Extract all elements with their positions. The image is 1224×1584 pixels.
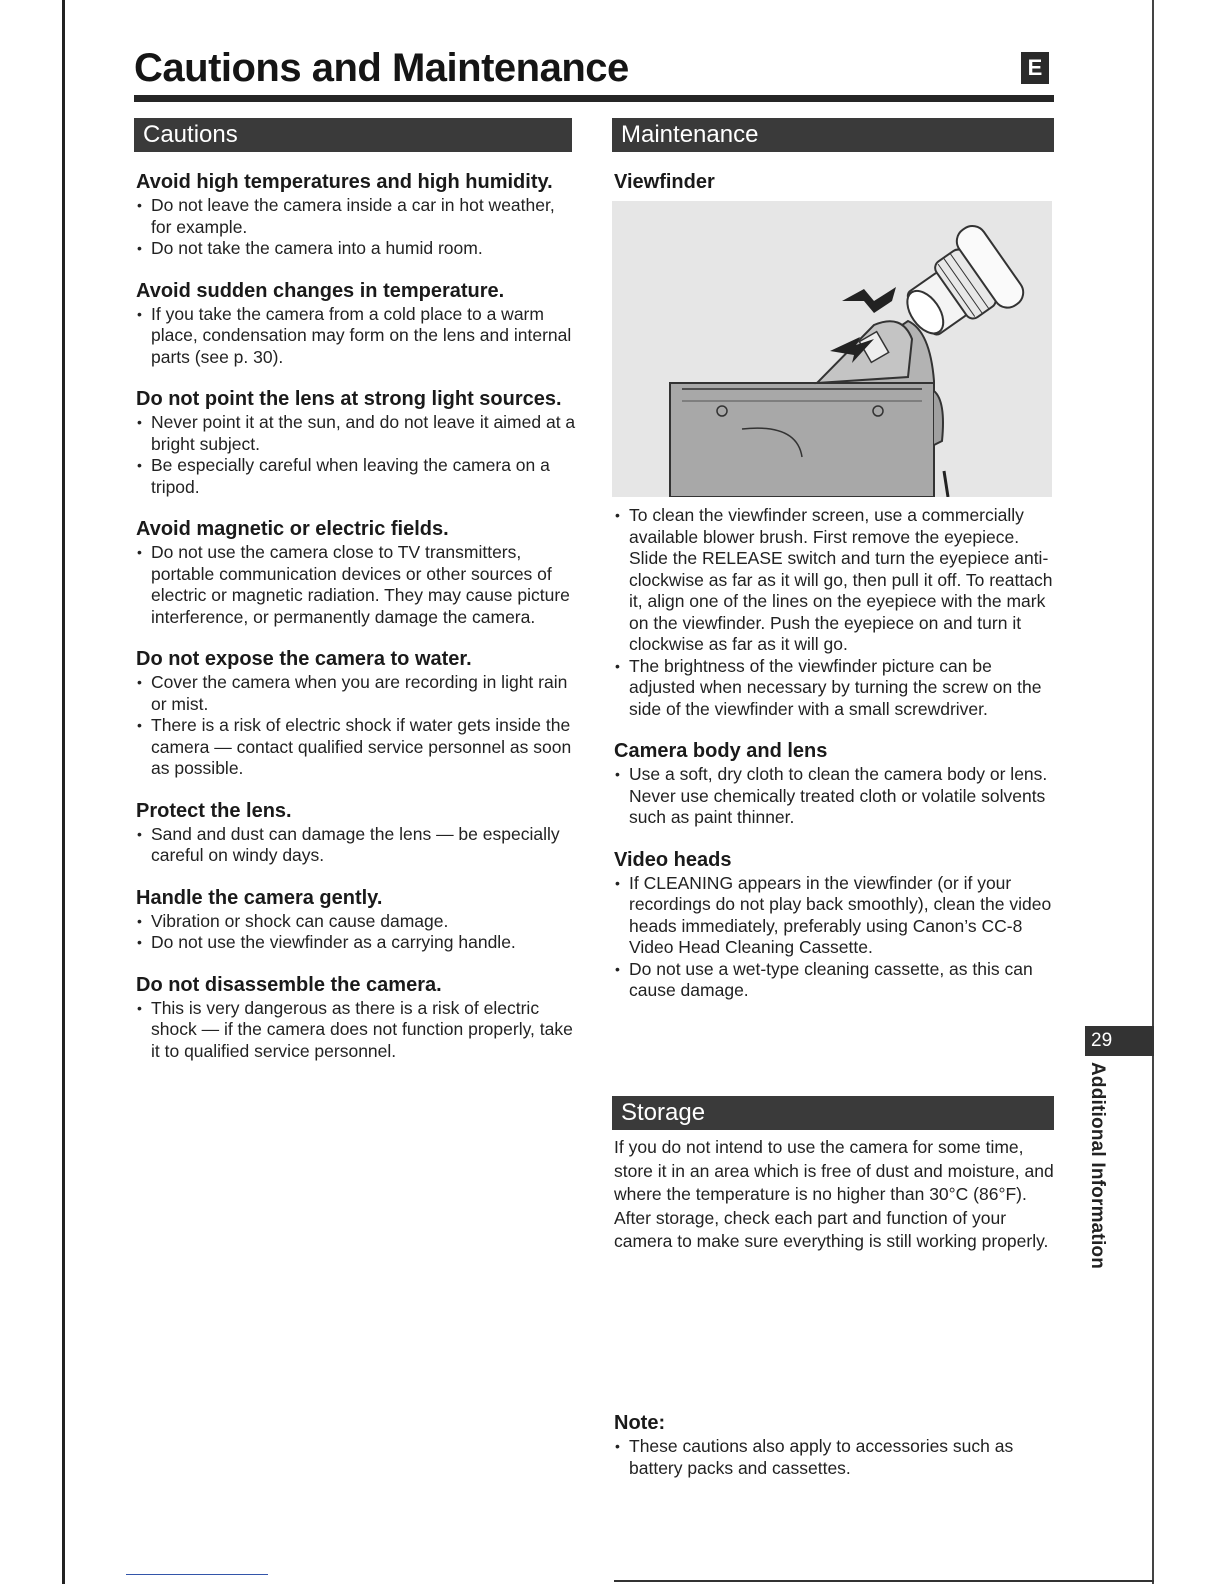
caution-bullets bbox=[136, 195, 576, 260]
viewfinder-bullets bbox=[614, 505, 1056, 720]
camera-body-heading: Camera body and lens bbox=[614, 740, 828, 762]
viewfinder-heading: Viewfinder bbox=[614, 171, 715, 193]
caution-item bbox=[136, 972, 576, 1063]
language-badge: E bbox=[1021, 52, 1049, 84]
caution-heading: Avoid high temperatures and high humidity. bbox=[136, 171, 553, 193]
storage-section-header: Storage bbox=[612, 1096, 1054, 1130]
caution-bullets bbox=[136, 412, 576, 498]
bullet-item: • If CLEANING appears in the viewfinder (or if your recordings do not play back smoothly), clean the video heads immediately, preferably using Canon’s CC-8 Video Head Cleaning Cassette. bbox=[614, 873, 1056, 959]
viewfinder-drawing bbox=[612, 201, 1052, 497]
maintenance-section-header: Maintenance bbox=[612, 118, 1054, 152]
caution-item bbox=[136, 798, 576, 867]
page-edge-rule bbox=[1152, 0, 1154, 1584]
bullet-item: • Do not use the camera close to TV transmitters, portable communication devices or other sources of electric or magnetic radiation. They may cause picture interference, or permanently damage the camera. bbox=[136, 542, 576, 628]
caution-bullets bbox=[136, 824, 576, 867]
video-heads-heading: Video heads bbox=[614, 848, 732, 871]
bullet-item: • Do not use the viewfinder as a carrying handle. bbox=[136, 932, 576, 954]
bullet-item: • The brightness of the viewfinder picture can be adjusted when necessary by turning the screw on the side of the viewfinder with a small screwdriver. bbox=[614, 656, 1056, 721]
bullet-item: • If you take the camera from a cold place to a warm place, condensation may form on the lens and internal parts (see p. 30). bbox=[136, 304, 576, 369]
caution-item bbox=[136, 386, 576, 498]
caution-heading: Protect the lens. bbox=[136, 799, 292, 822]
storage-paragraph: After storage, check each part and function of your camera to make sure everything is still working properly. bbox=[614, 1207, 1049, 1251]
bottom-rule-right bbox=[614, 1580, 1154, 1582]
video-heads-block bbox=[614, 847, 1056, 1002]
caution-bullets bbox=[136, 304, 576, 369]
bullet-item: • This is very dangerous as there is a risk of electric shock — if the camera does not function properly, take it to qualified service personnel. bbox=[136, 998, 576, 1063]
maintenance-column bbox=[614, 169, 1056, 1002]
bullet-item: • Do not leave the camera inside a car in hot weather, for example. bbox=[136, 195, 576, 238]
cautions-section-header: Cautions bbox=[134, 118, 572, 152]
camera-body-bullets bbox=[614, 764, 1056, 829]
caution-bullets bbox=[136, 911, 576, 954]
note-heading: Note: bbox=[614, 1412, 666, 1434]
caution-bullets bbox=[136, 998, 576, 1063]
page-number: 29 bbox=[1085, 1026, 1154, 1056]
video-heads-bullets bbox=[614, 873, 1056, 1002]
page-title: Cautions and Maintenance bbox=[134, 46, 629, 90]
caution-heading: Do not point the lens at strong light sources. bbox=[136, 388, 562, 410]
bullet-item: • Use a soft, dry cloth to clean the camera body or lens. Never use chemically treated cloth or volatile solvents such as paint thinner. bbox=[614, 764, 1056, 829]
caution-bullets bbox=[136, 672, 576, 780]
bullet-item: • Sand and dust can damage the lens — be especially careful on windy days. bbox=[136, 824, 576, 867]
title-underline-bar bbox=[134, 95, 1054, 102]
note-block bbox=[614, 1410, 1056, 1479]
caution-heading: Avoid sudden changes in temperature. bbox=[136, 279, 505, 302]
viewfinder-illustration bbox=[612, 201, 1052, 497]
caution-heading: Avoid magnetic or electric fields. bbox=[136, 518, 449, 540]
bullet-item: • To clean the viewfinder screen, use a commercially available blower brush. First remove the eyepiece. Slide the RELEASE switch and turn the eyepiece anti-clockwise as far as it will go, then pull it off. To reattach it, align one of the lines on the eyepiece with the mark on the viewfinder. Push the eyepiece on and turn it clockwise as far as it will go. bbox=[614, 505, 1056, 656]
bullet-item: • Do not take the camera into a humid room. bbox=[136, 238, 576, 260]
caution-heading: Do not expose the camera to water. bbox=[136, 648, 472, 670]
caution-item bbox=[136, 169, 576, 260]
bottom-rule-left bbox=[126, 1574, 268, 1575]
caution-item bbox=[136, 278, 576, 369]
caution-heading: Handle the camera gently. bbox=[136, 886, 383, 909]
cautions-column bbox=[136, 169, 576, 1062]
caution-item bbox=[136, 885, 576, 954]
bullet-item: • Cover the camera when you are recording in light rain or mist. bbox=[136, 672, 576, 715]
bullet-item: • Vibration or shock can cause damage. bbox=[136, 911, 576, 933]
caution-heading: Do not disassemble the camera. bbox=[136, 973, 442, 996]
bullet-item: • Be especially careful when leaving the camera on a tripod. bbox=[136, 455, 576, 498]
bullet-item: • Never point it at the sun, and do not leave it aimed at a bright subject. bbox=[136, 412, 576, 455]
storage-paragraph: If you do not intend to use the camera for some time, store it in an area which is free of dust and moisture, and where the temperature is no higher than 30°C (86°F). bbox=[614, 1137, 1054, 1204]
caution-item bbox=[136, 516, 576, 628]
caution-bullets bbox=[136, 542, 576, 628]
storage-text bbox=[614, 1136, 1054, 1254]
bullet-item: • There is a risk of electric shock if water gets inside the camera — contact qualified service personnel as soon as possible. bbox=[136, 715, 576, 780]
page-margin-rule bbox=[62, 0, 65, 1584]
bullet-item: • These cautions also apply to accessories such as battery packs and cassettes. bbox=[614, 1436, 1056, 1479]
caution-item bbox=[136, 646, 576, 780]
camera-body-block bbox=[614, 738, 1056, 829]
note-bullets bbox=[614, 1436, 1056, 1479]
bullet-item: • Do not use a wet-type cleaning cassette, as this can cause damage. bbox=[614, 959, 1056, 1002]
side-tab-label: Additional Information bbox=[1087, 1062, 1108, 1270]
